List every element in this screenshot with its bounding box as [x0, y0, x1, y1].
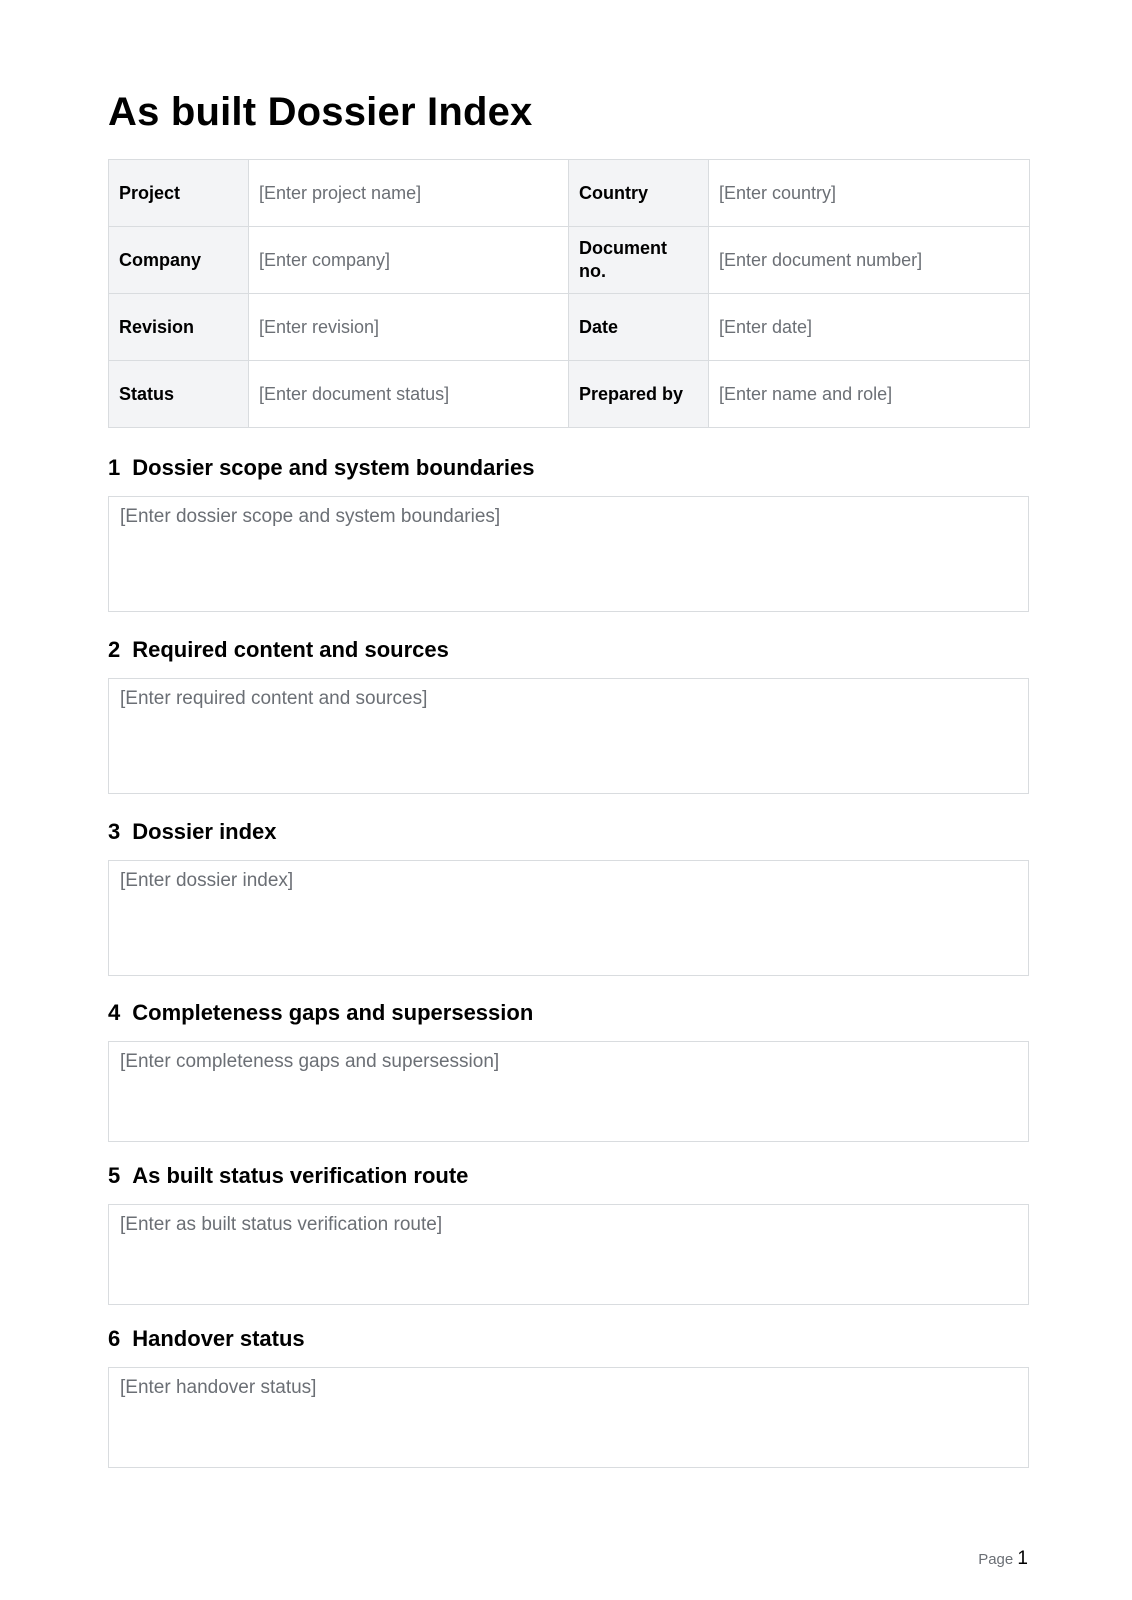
project-field[interactable]: [Enter project name] [249, 160, 569, 227]
status-field[interactable]: [Enter document status] [249, 361, 569, 428]
section-number: 1 [108, 455, 121, 480]
prepared-by-field[interactable]: [Enter name and role] [709, 361, 1030, 428]
section-verification-route [108, 1162, 1029, 1305]
company-label: Company [109, 227, 249, 294]
section-heading [108, 1162, 1029, 1190]
section-title: Dossier scope and system boundaries [132, 455, 535, 480]
project-label: Project [109, 160, 249, 227]
page-footer [978, 1548, 1028, 1570]
section-heading [108, 1325, 1029, 1353]
section-required-content [108, 636, 1029, 794]
handover-status-text-area[interactable]: [Enter handover status] [108, 1367, 1029, 1468]
scope-text-area[interactable]: [Enter dossier scope and system boundaries] [108, 496, 1029, 612]
section-number: 2 [108, 637, 121, 662]
country-label: Country [569, 160, 709, 227]
section-number: 5 [108, 1163, 121, 1188]
section-scope [108, 454, 1029, 612]
verification-route-text-area[interactable]: [Enter as built status verification route] [108, 1204, 1029, 1305]
meta-row [109, 361, 1030, 428]
prepared-by-label: Prepared by [569, 361, 709, 428]
page-label: Page [978, 1551, 1014, 1568]
section-number: 3 [108, 819, 121, 844]
required-content-text-area[interactable]: [Enter required content and sources] [108, 678, 1029, 794]
status-label: Status [109, 361, 249, 428]
section-heading [108, 999, 1029, 1027]
section-heading [108, 454, 1029, 482]
document-number-field[interactable]: [Enter document number] [709, 227, 1030, 294]
revision-field[interactable]: [Enter revision] [249, 294, 569, 361]
section-number: 4 [108, 1000, 121, 1025]
document-metadata-table [108, 159, 1030, 428]
section-heading [108, 636, 1029, 664]
section-title: Completeness gaps and supersession [132, 1000, 534, 1025]
section-heading [108, 818, 1029, 846]
completeness-gaps-text-area[interactable]: [Enter completeness gaps and supersession] [108, 1041, 1029, 1142]
section-completeness-gaps [108, 999, 1029, 1142]
document-number-label: Document no. [569, 227, 709, 294]
meta-row [109, 294, 1030, 361]
section-title: Required content and sources [132, 637, 449, 662]
page-number: 1 [1017, 1548, 1028, 1569]
section-title: Dossier index [132, 819, 277, 844]
section-number: 6 [108, 1326, 121, 1351]
country-field[interactable]: [Enter country] [709, 160, 1030, 227]
dossier-index-text-area[interactable]: [Enter dossier index] [108, 860, 1029, 976]
section-handover-status [108, 1325, 1029, 1468]
revision-label: Revision [109, 294, 249, 361]
section-title: Handover status [132, 1326, 305, 1351]
date-field[interactable]: [Enter date] [709, 294, 1030, 361]
document-title: As built Dossier Index [108, 90, 533, 134]
date-label: Date [569, 294, 709, 361]
meta-row [109, 227, 1030, 294]
section-title: As built status verification route [132, 1163, 469, 1188]
meta-row [109, 160, 1030, 227]
company-field[interactable]: [Enter company] [249, 227, 569, 294]
section-dossier-index [108, 818, 1029, 976]
